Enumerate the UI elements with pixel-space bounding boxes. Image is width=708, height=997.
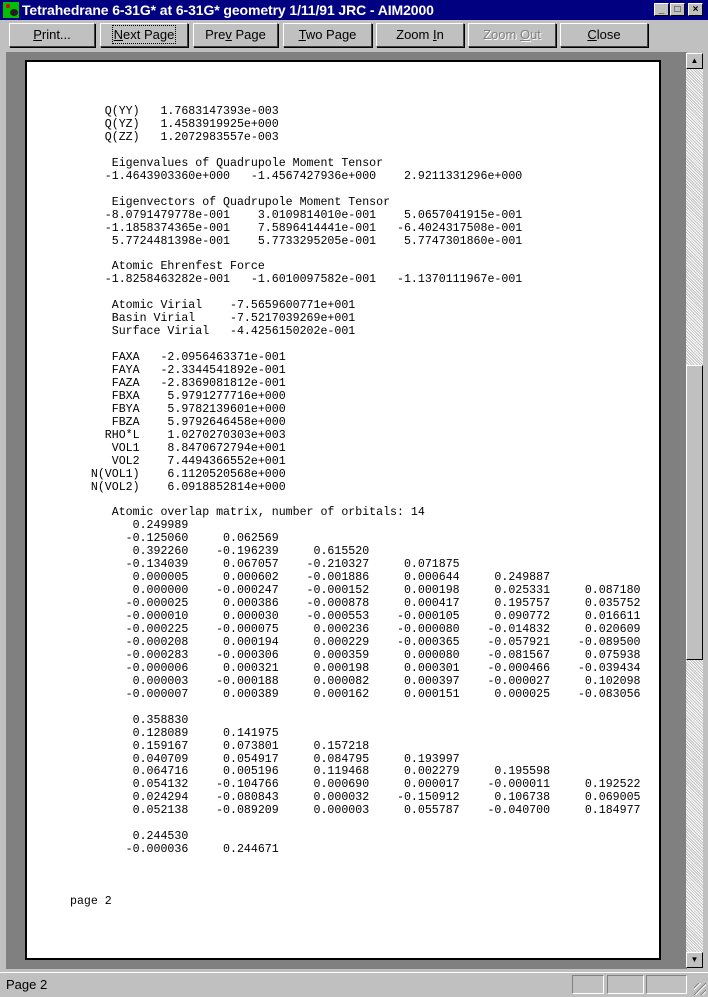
access-key: T — [298, 27, 306, 42]
label-part: Pre — [205, 27, 226, 42]
button-label — [299, 27, 357, 42]
window-title: Tetrahedrane 6-31G* at 6-31G* geometry 1/11/91 JRC - AIM2000 — [22, 2, 434, 18]
document-line: Eigenvalues of Quadrupole Moment Tensor — [70, 156, 384, 170]
document-line: -0.000025 0.000386 -0.000878 0.000417 0.195757 0.035752 — [70, 597, 641, 611]
status-page: Page 2 — [6, 977, 48, 992]
document-line: 0.392260 -0.196239 0.615520 — [70, 545, 370, 559]
document-line: 0.159167 0.073801 0.157218 — [70, 739, 370, 753]
document-line: FAXA -2.0956463371e-001 — [70, 351, 286, 365]
document-line: 5.7724481398e-001 5.7733295205e-001 5.7747301860e-001 — [70, 234, 523, 248]
title-bar — [0, 0, 708, 20]
document-line: Atomic overlap matrix, number of orbitals: 14 — [70, 506, 425, 520]
document-line: N(VOL2) 6.0918852814e+000 — [70, 480, 286, 494]
button-label — [114, 27, 175, 42]
status-panel — [646, 975, 687, 994]
document-line: -1.4643903360e+000 -1.4567427936e+000 2.9211331296e+000 — [70, 169, 523, 183]
access-key: v — [225, 27, 232, 42]
document-line: 0.052138 -0.089209 0.000003 0.055787 -0.040700 0.184977 — [70, 804, 641, 818]
access-key: P — [33, 27, 42, 42]
document-line: 0.000003 -0.000188 0.000082 0.000397 -0.000027 0.102098 — [70, 674, 641, 688]
label-part: ext Page — [123, 27, 175, 42]
document-line: 0.024294 -0.080843 0.000032 -0.150912 0.106738 0.069005 — [70, 791, 641, 805]
document-line: -0.000006 0.000321 0.000198 0.000301 -0.000466 -0.039434 — [70, 661, 641, 675]
document-line: Atomic Virial -7.5659600771e+001 — [70, 299, 356, 313]
app-icon[interactable] — [3, 2, 19, 18]
document-line: -0.000007 0.000389 0.000162 0.000151 0.000025 -0.083056 — [70, 687, 641, 701]
document-line: 0.064716 0.005196 0.119468 0.002279 0.195598 — [70, 765, 551, 779]
document-line: -0.000283 -0.000306 0.000359 0.000080 -0.081567 0.075938 — [70, 648, 641, 662]
scroll-up-button[interactable]: ▲ — [686, 53, 703, 69]
document-line: FBZA 5.9792646458e+000 — [70, 415, 286, 429]
document-line: -0.000208 0.000194 0.000229 -0.000365 -0.057921 -0.089500 — [70, 635, 641, 649]
document-line: Eigenvectors of Quadrupole Moment Tensor — [70, 195, 391, 209]
access-key: N — [113, 27, 124, 42]
vertical-scrollbar[interactable] — [686, 53, 703, 968]
document-page — [25, 60, 661, 960]
scroll-down-button[interactable]: ▼ — [686, 952, 703, 968]
label-part: ut — [530, 27, 541, 42]
maximize-button[interactable]: □ — [670, 3, 685, 16]
document-line: Q(ZZ) 1.2072983557e-003 — [70, 130, 279, 144]
document-line: RHO*L 1.0270270303e+003 — [70, 428, 286, 442]
document-line: -0.125060 0.062569 — [70, 532, 279, 546]
label-part: Zoom — [483, 27, 520, 42]
document-line: -0.134039 0.067057 -0.210327 0.071875 — [70, 558, 460, 572]
zoom-in-button[interactable] — [376, 23, 464, 47]
document-line: FAYA -2.3344541892e-001 — [70, 364, 286, 377]
preview-area — [6, 52, 687, 969]
document-line: VOL1 8.8470672794e+001 — [70, 441, 286, 455]
access-key: C — [587, 27, 597, 42]
resize-grip[interactable] — [694, 983, 706, 995]
document-line: Basin Virial -7.5217039269e+001 — [70, 312, 356, 326]
label-part: wo Page — [305, 27, 357, 42]
status-panel — [572, 975, 604, 994]
label-part: Page — [231, 27, 266, 42]
document-line: -1.8258463282e-001 -1.6010097582e-001 -1.1370111967e-001 — [70, 273, 523, 287]
document-line: -0.000225 -0.000075 0.000236 -0.000080 -0.014832 0.020609 — [70, 623, 641, 636]
zoom-out-button[interactable] — [468, 23, 556, 47]
document-line: 0.000005 0.000602 -0.001886 0.000644 0.249887 — [70, 571, 551, 585]
status-bar — [0, 972, 708, 997]
document-line: FBYA 5.9782139601e+000 — [70, 402, 286, 416]
scroll-thumb[interactable] — [686, 365, 703, 660]
document-line: 0.000000 -0.000247 -0.000152 0.000198 0.025331 0.087180 — [70, 584, 641, 598]
minimize-button[interactable]: _ — [654, 3, 669, 16]
document-line: 0.244530 — [70, 830, 189, 844]
close-window-button[interactable]: × — [688, 3, 703, 16]
button-label — [396, 27, 444, 42]
button-label — [33, 27, 71, 42]
print-button[interactable] — [9, 23, 95, 47]
label-part: n — [436, 27, 444, 42]
access-key: I — [432, 27, 437, 42]
document-line: Atomic Ehrenfest Force — [70, 260, 265, 274]
document-line: -0.000036 0.244671 — [70, 843, 279, 857]
status-panel — [607, 975, 644, 994]
document-line: -8.0791479778e-001 3.0109814010e-001 5.0657041915e-001 — [70, 208, 523, 222]
label-part: lose — [596, 27, 621, 42]
toolbar — [0, 20, 708, 50]
document-line: Q(YY) 1.7683147393e-003 — [70, 105, 279, 118]
document-line: 0.358830 — [70, 713, 189, 727]
button-label — [483, 27, 541, 42]
document-line: FAZA -2.8369081812e-001 — [70, 376, 286, 390]
page-number: page 2 — [70, 894, 112, 908]
document-line: 0.054132 -0.104766 0.000690 0.000017 -0.000011 0.192522 — [70, 778, 641, 792]
document-line: Surface Virial -4.4256150202e-001 — [70, 325, 356, 339]
close-button[interactable] — [560, 23, 648, 47]
document-line: -1.1858374365e-001 7.5896414441e-001 -6.4024317508e-001 — [70, 221, 523, 235]
document-line: VOL2 7.4494366552e+001 — [70, 454, 286, 468]
document-line: 0.040709 0.054917 0.084795 0.193997 — [70, 752, 460, 766]
button-label — [587, 27, 620, 42]
access-key: O — [519, 27, 531, 42]
prev-page-button[interactable] — [193, 23, 278, 47]
label-part: Zoom — [396, 27, 433, 42]
two-page-button[interactable] — [283, 23, 372, 47]
document-line: Q(YZ) 1.4583919925e+000 — [70, 117, 279, 131]
document-line: N(VOL1) 6.1120520568e+000 — [70, 467, 286, 481]
next-page-button[interactable] — [100, 23, 188, 47]
document-line: -0.000010 0.000030 -0.000553 -0.000105 0.090772 0.016611 — [70, 610, 641, 624]
label-part: rint... — [41, 27, 71, 42]
button-label — [205, 27, 266, 42]
document-line: FBXA 5.9791277716e+000 — [70, 389, 286, 403]
document-line: 0.249989 — [70, 519, 189, 533]
document-line: 0.128089 0.141975 — [70, 726, 279, 740]
